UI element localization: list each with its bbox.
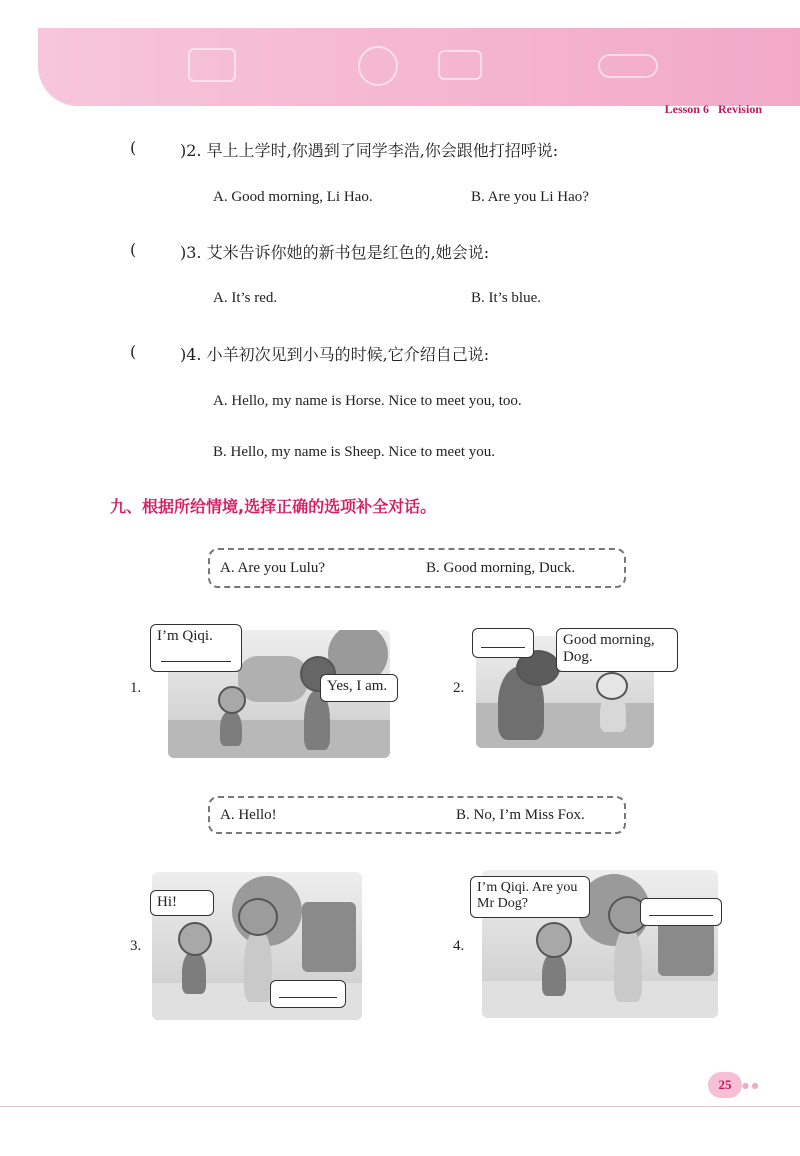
lesson-title: Revision [717,102,762,116]
option-box-2 [208,796,626,834]
scene-number: 2. [453,680,465,696]
option-b: B. It’s blue. [471,290,541,306]
option-a: A. It’s red. [213,290,278,306]
question-4 [180,342,489,365]
answer-blank[interactable] [161,661,231,662]
boy-head-icon [218,686,246,714]
fox-character [244,928,272,1002]
box-option-a: A. Are you Lulu? [220,559,325,576]
question-number: )4. [180,345,202,364]
answer-blank[interactable] [481,647,525,648]
page-dots-icon: ● ● [742,1081,759,1090]
box-option-b: B. No, I’m Miss Fox. [456,806,585,823]
answer-paren[interactable]: ( [130,342,137,361]
option-box-1 [208,548,626,588]
header-banner [38,28,800,106]
speech-bubble [270,980,346,1008]
fox-character [614,926,642,1002]
question-prompt: 早上上学时,你遇到了同学李浩,你会跟他打招呼说: [206,141,559,160]
card-decoration [438,50,482,80]
option-b: B. Are you Li Hao? [471,189,589,205]
answer-paren[interactable]: ( [130,240,137,259]
speech-bubble [640,898,722,926]
question-prompt: 艾米告诉你她的新书包是红色的,她会说: [206,243,490,262]
boy-head-icon [536,922,572,958]
speech-bubble [150,624,242,672]
book-decoration [188,48,236,82]
footer-divider [0,1106,800,1107]
pencil-decoration [598,54,658,78]
lesson-number: Lesson 6 [664,102,709,116]
boy-character [220,710,242,746]
question-number: )3. [180,243,202,262]
scene-number: 3. [130,938,142,954]
bubble-text: I’m Qiqi. [157,628,213,644]
boy-character [542,952,566,996]
speech-bubble: I’m Qiqi. Are you Mr Dog? [470,876,590,918]
option-b: B. Hello, my name is Sheep. Nice to meet you. [213,444,496,460]
speech-bubble: Yes, I am. [320,674,398,702]
question-2 [180,138,558,161]
fence-icon [302,902,356,972]
building-icon [238,656,308,702]
speech-bubble [472,628,534,658]
boy-head-icon [178,922,212,956]
question-number: )2. [180,141,202,160]
duck-head-icon [596,672,628,700]
box-option-a: A. Hello! [220,806,277,823]
option-a: A. Hello, my name is Horse. Nice to meet you, too. [213,393,522,409]
question-3 [180,240,489,263]
page-number: 25 [708,1072,742,1098]
boy-character [182,950,206,994]
scene-number: 1. [130,680,142,696]
section-title: 九、根据所给情境,选择正确的选项补全对话。 [110,497,437,516]
circle-decoration [358,46,398,86]
lesson-label [665,102,762,117]
ground [482,981,718,1018]
speech-bubble: Good morning, Dog. [556,628,678,672]
ground [168,720,390,758]
scene-number: 4. [453,938,465,954]
option-a: A. Good morning, Li Hao. [213,189,373,205]
answer-blank[interactable] [649,915,713,916]
fox-head-icon [238,898,278,936]
answer-blank[interactable] [279,997,337,998]
box-option-b: B. Good morning, Duck. [426,559,576,576]
question-prompt: 小羊初次见到小马的时候,它介绍自己说: [206,345,490,364]
speech-bubble: Hi! [150,890,214,916]
answer-paren[interactable]: ( [130,138,137,157]
